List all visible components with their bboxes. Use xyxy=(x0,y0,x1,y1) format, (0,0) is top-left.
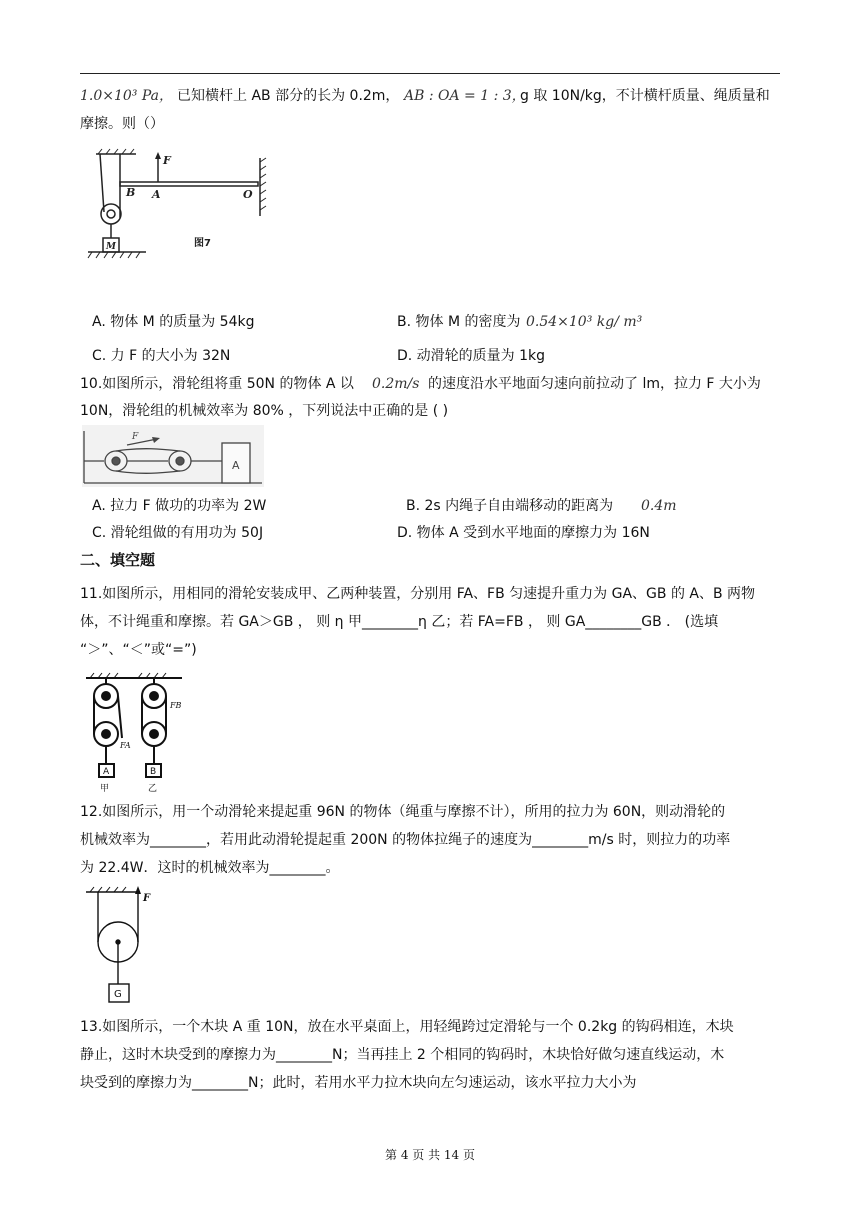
fig7-label-o: O xyxy=(243,188,253,201)
fig11-label-b: B xyxy=(150,767,157,777)
fig7-label-b: B xyxy=(126,186,136,199)
q11-line1: 11.如图所示，用相同的滑轮安装成甲、乙两种装置，分别用 FA、FB 匀速提升重力为 GA、GB 的 A、B 两物 xyxy=(80,586,756,602)
q10-line2: 10N，滑轮组的机械效率为 80% ，下列说法中正确的是 ( ) xyxy=(80,403,449,419)
q13-line3: 块受到的摩擦力为________N；此时，若用水平力拉木块向左匀速运动，该水平拉力大小为 xyxy=(80,1075,637,1091)
q12-line2: 机械效率为________，若用此动滑轮提起重 200N 的物体拉绳子的速度为________m/s 时，则拉力的功率 xyxy=(80,832,731,848)
fig7-label-f: F xyxy=(163,154,171,167)
q12-line3: 为 22.4W．这时的机械效率为________。 xyxy=(80,860,340,876)
fig11-label-fb: FB xyxy=(170,701,182,710)
q9-option-b-value: 0.54×10³ kg/ m³ xyxy=(526,314,643,330)
q12-line1: 12.如图所示，用一个动滑轮来提起重 96N 的物体（绳重与摩擦不计），所用的拉力为 60N，则动滑轮的 xyxy=(80,804,726,820)
fig7-label-a: A xyxy=(152,188,161,201)
q11-line2: 体，不计绳重和摩擦。若 GA＞GB ， 则 η 甲________η 乙；若 FA=FB ， 则 GA________GB ． (选填 xyxy=(80,614,719,630)
q10-option-b-value: 0.4m xyxy=(641,498,677,514)
q9-option-c: C. 力 F 的大小为 32N xyxy=(92,348,231,364)
q10-option-a: A. 拉力 F 做功的功率为 2W xyxy=(92,498,267,514)
q9-option-b: B. 物体 M 的密度为 xyxy=(397,314,521,330)
q10-option-c: C. 滑轮组做的有用功为 50J xyxy=(92,525,264,541)
q9-line1-text: 已知横杆上 AB 部分的长为 0.2m， xyxy=(177,88,400,104)
q10-option-b: B. 2s 内绳子自由端移动的距离为 xyxy=(406,498,614,514)
q9-line2: 摩擦。则（） xyxy=(80,116,164,132)
fig12-label-f: F xyxy=(143,893,151,904)
fig11-label-fa: FA xyxy=(120,741,131,750)
q9-ratio: AB : OA = 1 : 3， xyxy=(404,88,526,104)
q13-line2: 静止，这时木块受到的摩擦力为________N；当再挂上 2 个相同的钩码时，木块恰好做匀速直线运动，木 xyxy=(80,1047,725,1063)
fig11-label-yi: 乙 xyxy=(148,784,158,794)
header-rule xyxy=(80,73,780,74)
fig10-label-f: F xyxy=(132,432,139,442)
q10-line1-b: 的速度沿水平地面匀速向前拉动了 lm，拉力 F 大小为 xyxy=(428,376,761,392)
q12-pulley-figure xyxy=(82,884,162,1008)
q10-speed: 0.2m/s xyxy=(372,376,420,392)
q10-pulley-figure xyxy=(82,425,264,487)
fig10-label-a: A xyxy=(232,459,240,472)
page-footer: 第 4 页 共 14 页 xyxy=(385,1148,475,1162)
q13-line1: 13.如图所示，一个木块 A 重 10N，放在水平桌面上，用轻绳跨过定滑轮与一个 0.2kg 的钩码相连，木块 xyxy=(80,1019,734,1035)
q11-line3: “＞”、“＜”或“=”) xyxy=(80,642,197,658)
q9-pressure-value: 1.0×10³ Pa， xyxy=(80,88,174,104)
fig11-label-jia: 甲 xyxy=(100,784,110,794)
q9-option-a: A. 物体 M 的质量为 54kg xyxy=(92,314,255,330)
q10-option-d: D. 物体 A 受到水平地面的摩擦力为 16N xyxy=(397,525,650,541)
q9-option-d: D. 动滑轮的质量为 1kg xyxy=(397,348,546,364)
q9-lever-figure xyxy=(86,146,276,266)
section-title: 二、填空题 xyxy=(80,551,156,569)
fig7-caption: 图7 xyxy=(194,238,211,249)
q10-line1-a: 10.如图所示，滑轮组将重 50N 的物体 A 以 xyxy=(80,376,354,392)
fig7-label-m: M xyxy=(106,242,116,252)
q9-line1-tail: g 取 10N/kg，不计横杆质量、绳质量和 xyxy=(520,88,770,104)
fig11-label-a: A xyxy=(103,767,110,777)
q11-pulley-figure xyxy=(82,668,188,794)
fig12-label-g: G xyxy=(114,989,122,1000)
